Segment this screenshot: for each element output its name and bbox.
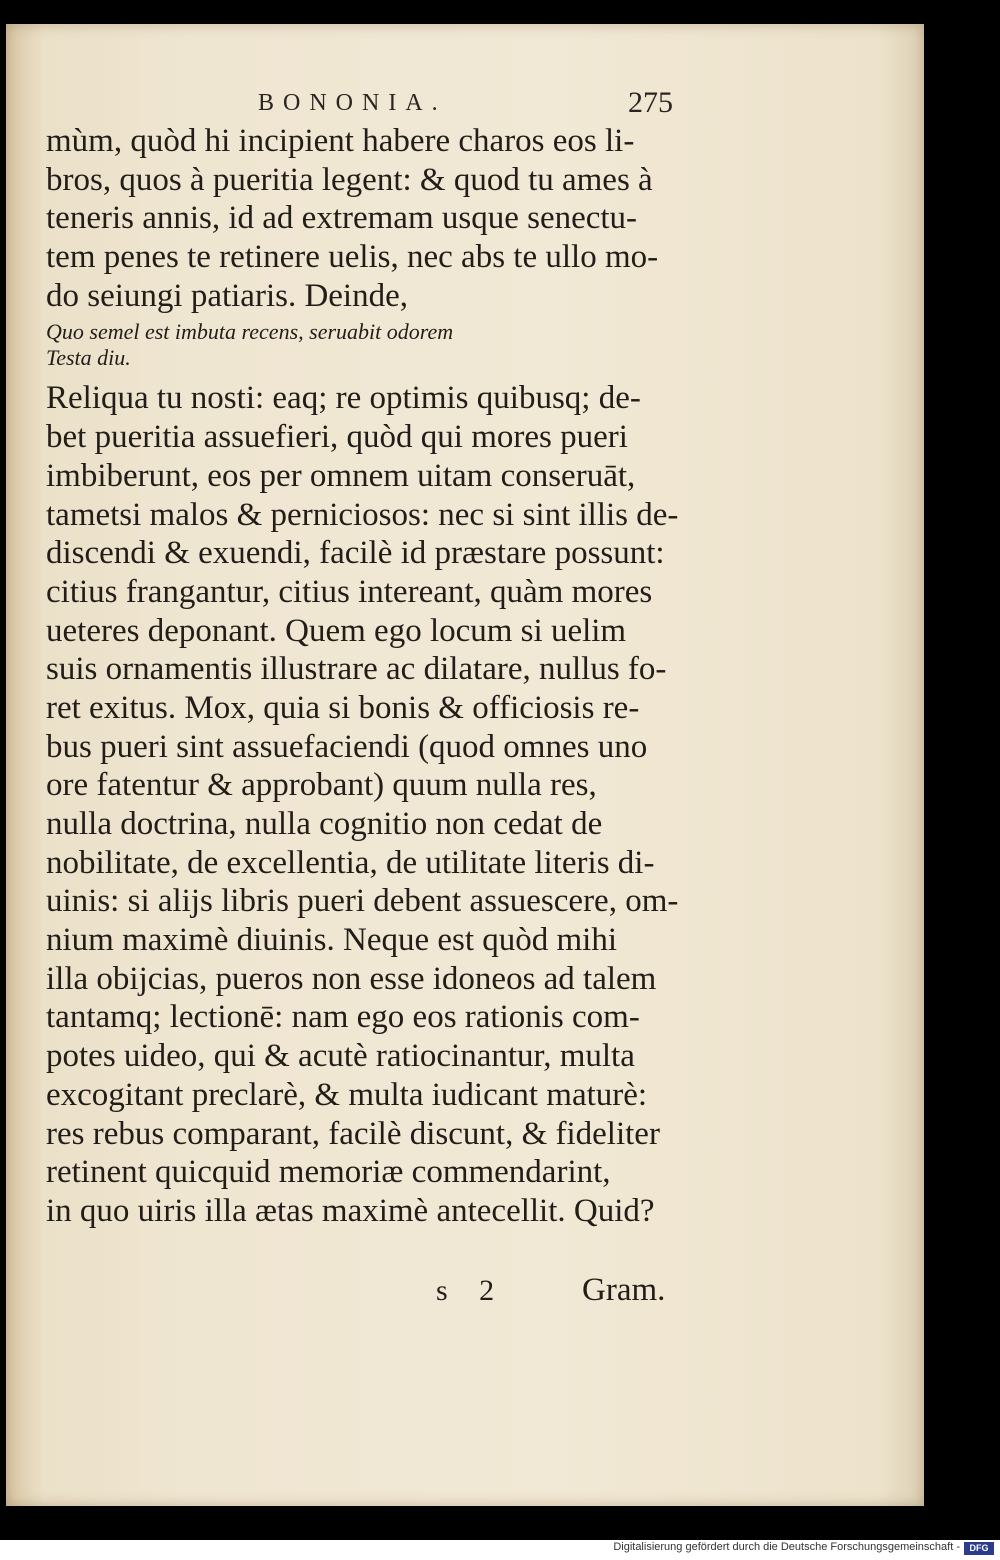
page-footer [46, 1268, 706, 1312]
text-line: uinis: si alijs libris pueri debent assuescere, om- [46, 883, 679, 920]
text-line: Reliqua tu nosti: eaq; re optimis quibusq; de- [46, 380, 641, 417]
signature-mark: s 2 [436, 1274, 507, 1307]
text-line: suis ornamentis illustrare ac dilatare, nullus fo- [46, 651, 667, 688]
verse-spacer [46, 371, 706, 379]
text-line: retinent quicquid memoriæ commendarint, [46, 1154, 611, 1191]
text-line: bus pueri sint assuefaciendi (quod omnes uno [46, 728, 648, 765]
page-number: 275 [628, 86, 673, 119]
text-line: do seiungi patiaris. Deinde, [46, 277, 409, 314]
text-line: imbiberunt, eos per omnem uitam conseruāt, [46, 457, 636, 494]
catchword: Gram. [582, 1272, 666, 1308]
text-line: tametsi malos & perniciosos: nec si sint illis de- [46, 496, 679, 533]
text-line: ret exitus. Mox, quia si bonis & officiosis re- [46, 689, 640, 726]
text-line: excogitant preclarè, & multa iudicant maturè: [46, 1076, 648, 1113]
text-line: ore fatentur & approbant) quum nulla res, [46, 767, 597, 804]
text-line: tantamq; lectionē: nam ego eos rationis com- [46, 999, 640, 1036]
text-line: nulla doctrina, nulla cognitio non cedat de [46, 806, 603, 842]
text-line: citius frangantur, citius intereant, quàm mores [46, 573, 653, 610]
text-line: tem penes te retinere uelis, nec abs te ullo mo- [46, 239, 659, 276]
text-line: in quo uiris illa ætas maximè antecellit. Quid? [46, 1192, 655, 1229]
text-line: illa obijcias, pueros non esse idoneos ad talem [46, 960, 657, 997]
verse-line: Testa diu. [46, 345, 131, 371]
text-line: nobilitate, de excellentia, de utilitate literis di- [46, 844, 655, 881]
text-line: bros, quos à pueritia legent: & quod tu ames à [46, 161, 653, 198]
text-line: mùm, quòd hi incipient habere charos eos li- [46, 123, 635, 159]
text-line: potes uideo, qui & acutè ratiocinantur, multa [46, 1038, 635, 1075]
book-page [6, 24, 924, 1506]
text-line: nium maximè diuinis. Neque est quòd mihi [46, 922, 618, 959]
digitization-credit: Digitalisierung gefördert durch die Deutsche Forschungsgemeinschaft - [613, 1541, 960, 1553]
verse-line: Quo semel est imbuta recens, seruabit odorem [46, 319, 454, 345]
text-line: res rebus comparant, facilè discunt, & fideliter [46, 1115, 660, 1152]
text-line: bet pueritia assuefieri, quòd qui mores pueri [46, 419, 628, 456]
running-title: BONONIA. [258, 90, 447, 116]
main-text-block [46, 122, 706, 1231]
text-line: discendi & exuendi, facilè id præstare possunt: [46, 535, 665, 572]
dfg-logo: DFG [964, 1542, 994, 1555]
text-line: ueteres deponant. Quem ego locum si uelim [46, 612, 627, 649]
text-line: teneris annis, id ad extremam usque senectu- [46, 200, 638, 237]
